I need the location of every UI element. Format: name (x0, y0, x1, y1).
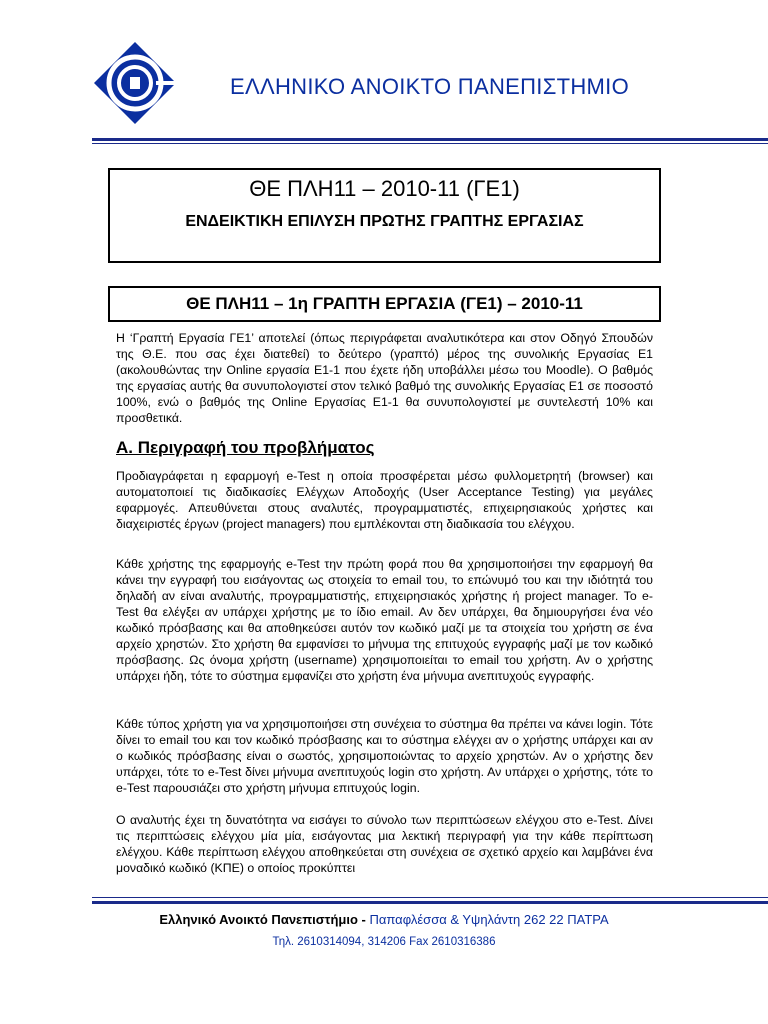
course-title: ΘΕ ΠΛΗ11 – 2010-11 (ΓΕ1) (249, 176, 520, 201)
footer-address (0, 912, 768, 927)
footer-rule (92, 901, 768, 904)
assignment-title: ΘΕ ΠΛΗ11 – 1η ΓΡΑΠΤΗ ΕΡΓΑΣΙΑ (ΓΕ1) – 2010-11 (108, 286, 661, 322)
document-title: ΕΝΔΕΙΚΤΙΚΗ ΕΠΙΛΥΣΗ ΠΡΩΤΗΣ ΓΡΑΠΤΗΣ ΕΡΓΑΣΙΑΣ (185, 213, 584, 230)
footer-org-name: Ελληνικό Ανοικτό Πανεπιστήμιο - (159, 912, 366, 927)
paragraph (116, 812, 653, 876)
paragraph (116, 468, 653, 532)
footer-address-text: Παπαφλέσσα & Υψηλάντη 262 22 ΠΑΤΡΑ (365, 912, 609, 927)
org-title: ΕΛΛΗΝΙΚΟ ΑΝΟΙΚΤΟ ΠΑΝΕΠΙΣΤΗΜΙΟ (230, 74, 629, 99)
paragraph-text: Προδιαγράφεται η εφαρμογή e-Test η οποία προσφέρεται μέσω φυλλομετρητή (browser) και αυτοματοποιεί τις διαδικασίες Ελέγχων Αποδοχής (User Acceptance Testing) για μεγάλες εφαρμογές. Απευθύνεται στους αναλυτές, προγραμματιστές, επιχειρησιακούς χρήστες και διαχειριστές έργων (project managers) που εμπλέκονται στη διαδικασία του ελέγχου. (116, 469, 653, 531)
paragraph-text: Κάθε τύπος χρήστη για να χρησιμοποιήσει στη συνέχεια το σύστημα θα πρέπει να κάνει login. Τότε δίνει το email του και τον κωδικό πρόσβασης και το σύστημα ελέγχει αν ο χρήστης υπάρχει και αν ο κωδικός πρόσβασης είναι ο σωστός, χρησιμοποιώντας το αρχείο χρηστών. Αν ο χρήστης δεν υπάρχει, τότε το e-Test δίνει μήνυμα ανεπιτυχούς login στο χρήστη. Αν υπάρχει ο χρήστης, τότε το e-Test παρουσιάζει στο χρήστη μήνυμα επιτυχούς login. (116, 717, 653, 795)
footer-phones: Τηλ. 2610314094, 314206 Fax 2610316386 (272, 936, 496, 948)
footer-rule-thin (92, 897, 768, 898)
paragraph (116, 716, 653, 796)
paragraph-text: Ο αναλυτής έχει τη δυνατότητα να εισάγει το σύνολο των περιπτώσεων ελέγχου στο e-Test. Δίνει τις περιπτώσεις ελέγχου μία μία, εισάγοντας μια λεκτική περιγραφή για την κάθε περίπτωση ελέγχου. Κάθε περίπτωση ελέγχου αποθηκεύεται στη συνέχεια σε σχετικό αρχείο και λαμβάνει ένα μοναδικό κωδικό (ΚΠΕ) ο οποίος προκύπτει (116, 813, 653, 875)
section-heading: Α. Περιγραφή του προβλήματος (116, 438, 375, 457)
intro-paragraph (116, 330, 653, 426)
header-rule-thin (92, 143, 768, 144)
title-box (108, 168, 661, 263)
paragraph-text: Κάθε χρήστης της εφαρμογής e-Test την πρώτη φορά που θα χρησιμοποιήσει την εφαρμογή θα κάνει την εγγραφή του εισάγοντας ως στοιχεία το email του, το επώνυμό του και την ιδιότητά του δηλαδή αν είναι αναλυτής, προγραμματιστής, επιχειρησιακός χρήστης ή project manager. Το e-Test θα ελέγξει αν υπάρχει χρήστης με το ίδιο email. Αν δεν υπάρχει, θα δημιουργήσει ένα νέο κωδικό πρόσβασης και θα αποθηκεύσει αυτόν τον κωδικό μαζί με τα στοιχεία του χρήστη σε ένα αρχείο χρηστών. Στο χρήστη θα εμφανίσει το μήνυμα της επιτυχούς εγγραφής μαζί με τον κωδικό πρόσβασης. Ως όνομα χρήστη (username) χρησιμοποιείται το email του χρήστη. Αν ο χρήστης υπάρχει ήδη, τότε το σύστημα εμφανίζει στο χρήστη ένα μήνυμα ανεπιτυχούς εγγραφής. (116, 557, 653, 683)
paragraph (116, 556, 653, 684)
header-rule (92, 138, 768, 141)
university-logo (92, 40, 178, 126)
intro-text: Η ‘Γραπτή Εργασία ΓΕ1’ αποτελεί (όπως περιγράφεται αναλυτικότερα και στον Οδηγό Σπουδών της Θ.Ε. που σας έχει διατεθεί) το δεύτερο (γραπτό) μέρος της συνολικής Εργασίας Ε1 (ακολουθώντας την Online εργασία Ε1-1 που έχετε ήδη υποβάλλει μέσω του Moodle). Ο βαθμός της εργασίας αυτής θα συνυπολογιστεί στον τελικό βαθμό της συνολικής Εργασίας Ε1 σε ποσοστό 100%, ενώ ο βαθμός της Online Εργασίας Ε1-1 θα συνυπολογιστεί με συντελεστή 10% και προσθετικά. (116, 331, 653, 425)
